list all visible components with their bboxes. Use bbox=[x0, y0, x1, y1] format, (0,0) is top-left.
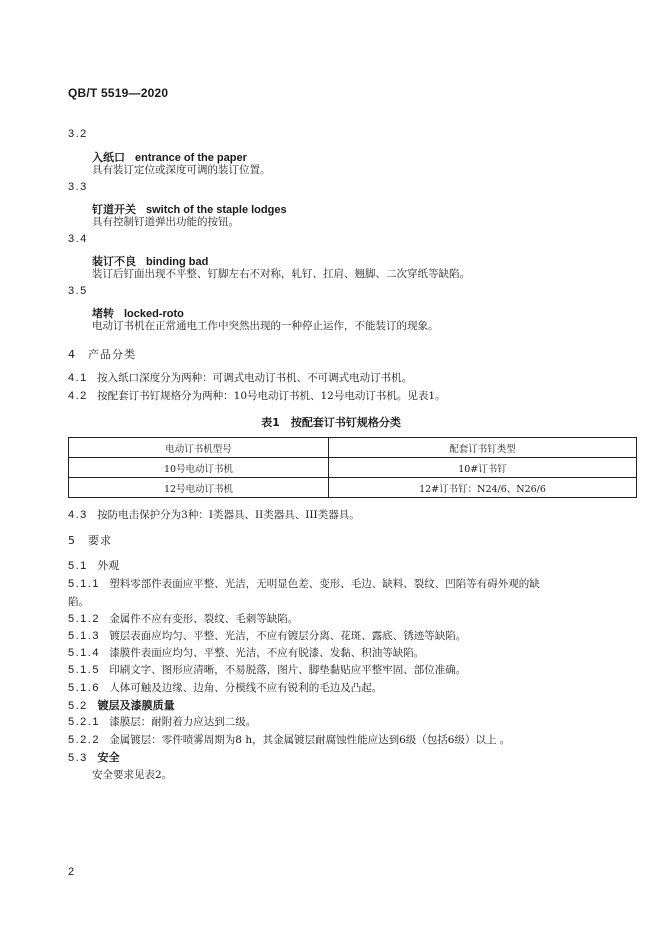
term-number: 3.5 bbox=[68, 285, 88, 297]
section-heading: 4 产品分类 bbox=[68, 348, 136, 361]
clause bbox=[68, 507, 360, 522]
table-cell: 12#订书钉：N24/6、N26/6 bbox=[329, 478, 637, 498]
table-header-cell: 配套订书钉类型 bbox=[329, 438, 637, 458]
clause bbox=[68, 628, 466, 643]
table-header-row bbox=[69, 438, 637, 458]
clause-number: 5.1.1 bbox=[68, 578, 100, 590]
subsection-title: 安全 bbox=[97, 751, 120, 764]
term-number: 3.3 bbox=[68, 181, 88, 193]
clause-number: 5.1.5 bbox=[68, 664, 100, 676]
clause-text: 按防电击保护分为3种：I类器具、II类器具、III类器具。 bbox=[97, 509, 360, 521]
clause-text: 塑料零部件表面应平整、光洁，无明显色差、变形、毛边、缺料、裂纹、凹陷等有碍外观的缺 bbox=[109, 578, 540, 590]
subsection-number: 5.3 bbox=[68, 752, 88, 764]
term-title-en: locked-roto bbox=[124, 308, 184, 320]
table-cell: 10#订书钉 bbox=[329, 458, 637, 478]
clause-number: 5.1.6 bbox=[68, 682, 100, 694]
clause-text: 漆膜件表面应均匀、平整、光洁，不应有脱漆、发黏、积油等缺陷。 bbox=[109, 647, 425, 659]
clause bbox=[68, 370, 412, 385]
clause-number: 5.1.2 bbox=[68, 613, 100, 625]
term-title-cn: 入纸口 bbox=[92, 151, 125, 164]
section-heading: 5 要求 bbox=[68, 534, 112, 547]
term-title-cn: 装订不良 bbox=[92, 255, 136, 268]
clause-text: 印刷文字、图形应清晰，不易脱落，图片、脚垫黏贴应平整牢固、部位准确。 bbox=[109, 664, 467, 676]
clause bbox=[68, 611, 298, 626]
subsection-heading bbox=[68, 697, 175, 713]
subsection-number: 5.1 bbox=[68, 560, 88, 572]
clause bbox=[68, 645, 424, 660]
clause bbox=[68, 680, 382, 695]
spec-table bbox=[68, 437, 637, 498]
subsection-title: 外观 bbox=[97, 559, 120, 572]
term-number: 3.4 bbox=[68, 233, 88, 245]
standard-code: QB/T 5519—2020 bbox=[68, 86, 169, 100]
clause-number: 5.2.1 bbox=[68, 716, 100, 728]
clause-text: 金属镀层：零件喷雾周期为8 h，其金属镀层耐腐蚀性能应达到6级（包括6级）以上 。 bbox=[109, 734, 511, 746]
term-title-en: entrance of the paper bbox=[135, 152, 247, 164]
term-title-en: binding bad bbox=[146, 256, 209, 268]
term-definition: 具有装订定位或深度可调的装订位置。 bbox=[92, 164, 271, 176]
term-number: 3.2 bbox=[68, 128, 88, 140]
term-title-en: switch of the staple lodges bbox=[146, 204, 287, 216]
subsection-number: 5.2 bbox=[68, 700, 88, 712]
table-caption: 表1 按配套订书钉规格分类 bbox=[261, 416, 401, 429]
subsection-heading bbox=[68, 557, 119, 573]
clause-text: 按配套订书钉规格分为两种：10号电动订书机、12号电动订书机。见表1。 bbox=[97, 390, 446, 402]
table-row bbox=[69, 458, 637, 478]
clause-number: 4.3 bbox=[68, 509, 88, 521]
clause-text: 按入纸口深度分为两种：可调式电动订书机、不可调式电动订书机。 bbox=[97, 372, 413, 384]
clause-number: 5.1.3 bbox=[68, 630, 100, 642]
table-row bbox=[69, 478, 637, 498]
clause-text: 镀层表面应均匀、平整、光洁，不应有镀层分离、花斑、露底、锈迹等缺陷。 bbox=[109, 630, 467, 642]
clause-text: 漆膜层：耐附着力应达到二级。 bbox=[109, 716, 257, 728]
table-cell: 12号电动订书机 bbox=[69, 478, 329, 498]
clause bbox=[68, 714, 256, 729]
term-definition: 电动订书机在正常通电工作中突然出现的一种停止运作，不能装订的现象。 bbox=[92, 320, 439, 332]
table-header-cell: 电动订书机型号 bbox=[69, 438, 329, 458]
table-cell: 10号电动订书机 bbox=[69, 458, 329, 478]
term-title-cn: 堵转 bbox=[92, 307, 114, 320]
term-title-cn: 钉道开关 bbox=[92, 203, 136, 216]
page-number: 2 bbox=[68, 866, 75, 878]
term-definition: 装订后钉面出现不平整、钉脚左右不对称，轧钉、扛肩、翘脚、二次穿纸等缺陷。 bbox=[92, 268, 470, 280]
clause-text: 安全要求见表2。 bbox=[92, 769, 173, 781]
clause-number: 5.1.4 bbox=[68, 647, 100, 659]
subsection-title: 镀层及漆膜质量 bbox=[97, 699, 175, 712]
clause bbox=[68, 732, 510, 747]
clause-continuation: 陷。 bbox=[68, 596, 89, 608]
clause bbox=[68, 662, 466, 677]
clause-text: 人体可触及边缘、边角、分模线不应有锐利的毛边及凸起。 bbox=[109, 682, 383, 694]
clause-number: 4.2 bbox=[68, 390, 88, 402]
term-definition: 具有控制钉道弹出功能的按钮。 bbox=[92, 216, 239, 228]
clause-number: 4.1 bbox=[68, 372, 88, 384]
clause-text: 金属件不应有变形、裂纹、毛刺等缺陷。 bbox=[109, 613, 299, 625]
clause bbox=[68, 576, 540, 591]
clause-number: 5.2.2 bbox=[68, 734, 100, 746]
clause bbox=[68, 388, 446, 403]
subsection-heading bbox=[68, 749, 120, 765]
